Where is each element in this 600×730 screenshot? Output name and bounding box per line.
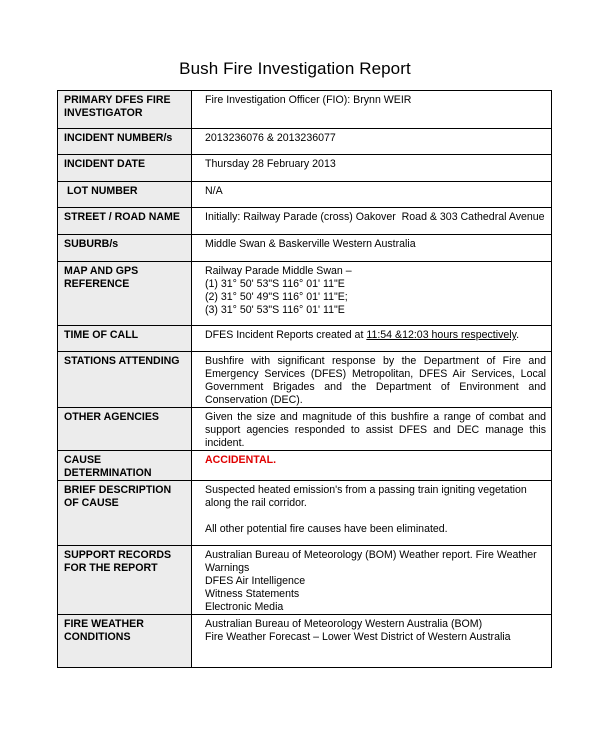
- table-row: [58, 182, 552, 208]
- row-value: [192, 451, 552, 481]
- row-value: DFES Incident Reports created at 11:54 &12:03 hours respectively.: [192, 326, 552, 352]
- table-row: [58, 451, 552, 481]
- row-value: Australian Bureau of Meteorology (BOM) Weather report. Fire Weather Warnings DFES Air Intelligence Witness Statements Electronic Media: [192, 546, 552, 615]
- report-table: [57, 90, 552, 668]
- row-value: Australian Bureau of Meteorology Western Australia (BOM) Fire Weather Forecast – Lower West District of Western Australia: [192, 615, 552, 668]
- table-row: [58, 615, 552, 668]
- row-label: FIRE WEATHER CONDITIONS: [58, 615, 192, 668]
- row-label: SUPPORT RECORDS FOR THE REPORT: [58, 546, 192, 615]
- table-row: [58, 155, 552, 182]
- table-row: [58, 408, 552, 451]
- row-value: Bushfire with significant response by the Department of Fire and Emergency Services (DFES) Metropolitan, DFES Air Services, Local Government Brigades and the Department of Environment and Conservation (DEC).: [192, 352, 552, 408]
- cause-determination-value: ACCIDENTAL.: [205, 454, 277, 466]
- row-value: Railway Parade Middle Swan – (1) 31° 50' 53"S 116° 01' 11"E (2) 31° 50' 49"S 116° 01' 11"E; (3) 31° 50' 53"S 116° 01' 11"E: [192, 262, 552, 326]
- row-value: Given the size and magnitude of this bushfire a range of combat and support agencies responded to assist DFES and DEC manage this incident.: [192, 408, 552, 451]
- row-label: SUBURB/s: [58, 235, 192, 262]
- row-label: INCIDENT NUMBER/s: [58, 129, 192, 155]
- row-label: OTHER AGENCIES: [58, 408, 192, 451]
- row-value: Fire Investigation Officer (FIO): Brynn WEIR: [192, 91, 552, 129]
- table-row: [58, 262, 552, 326]
- row-label: PRIMARY DFES FIRE INVESTIGATOR: [58, 91, 192, 129]
- row-label: TIME OF CALL: [58, 326, 192, 352]
- row-value: Initially: Railway Parade (cross) Oakover Road & 303 Cathedral Avenue: [192, 208, 552, 235]
- row-label: INCIDENT DATE: [58, 155, 192, 182]
- table-row: [58, 352, 552, 408]
- table-row: [58, 235, 552, 262]
- table-row: [58, 481, 552, 546]
- table-row: [58, 326, 552, 352]
- row-label: STREET / ROAD NAME: [58, 208, 192, 235]
- row-label: MAP AND GPS REFERENCE: [58, 262, 192, 326]
- page-title: Bush Fire Investigation Report: [179, 59, 411, 78]
- row-value: Middle Swan & Baskerville Western Australia: [192, 235, 552, 262]
- row-value: Thursday 28 February 2013: [192, 155, 552, 182]
- row-value: N/A: [192, 182, 552, 208]
- row-label: CAUSE DETERMINATION: [58, 451, 192, 481]
- table-row: [58, 208, 552, 235]
- table-row: [58, 91, 552, 129]
- table-row: [58, 129, 552, 155]
- row-value: 2013236076 & 2013236077: [192, 129, 552, 155]
- row-label: BRIEF DESCRIPTION OF CAUSE: [58, 481, 192, 546]
- table-row: [58, 546, 552, 615]
- row-label: STATIONS ATTENDING: [58, 352, 192, 408]
- row-label: LOT NUMBER: [58, 182, 192, 208]
- row-value: Suspected heated emission's from a passing train igniting vegetation along the rail corridor. All other potential fire causes have been eliminated.: [192, 481, 552, 546]
